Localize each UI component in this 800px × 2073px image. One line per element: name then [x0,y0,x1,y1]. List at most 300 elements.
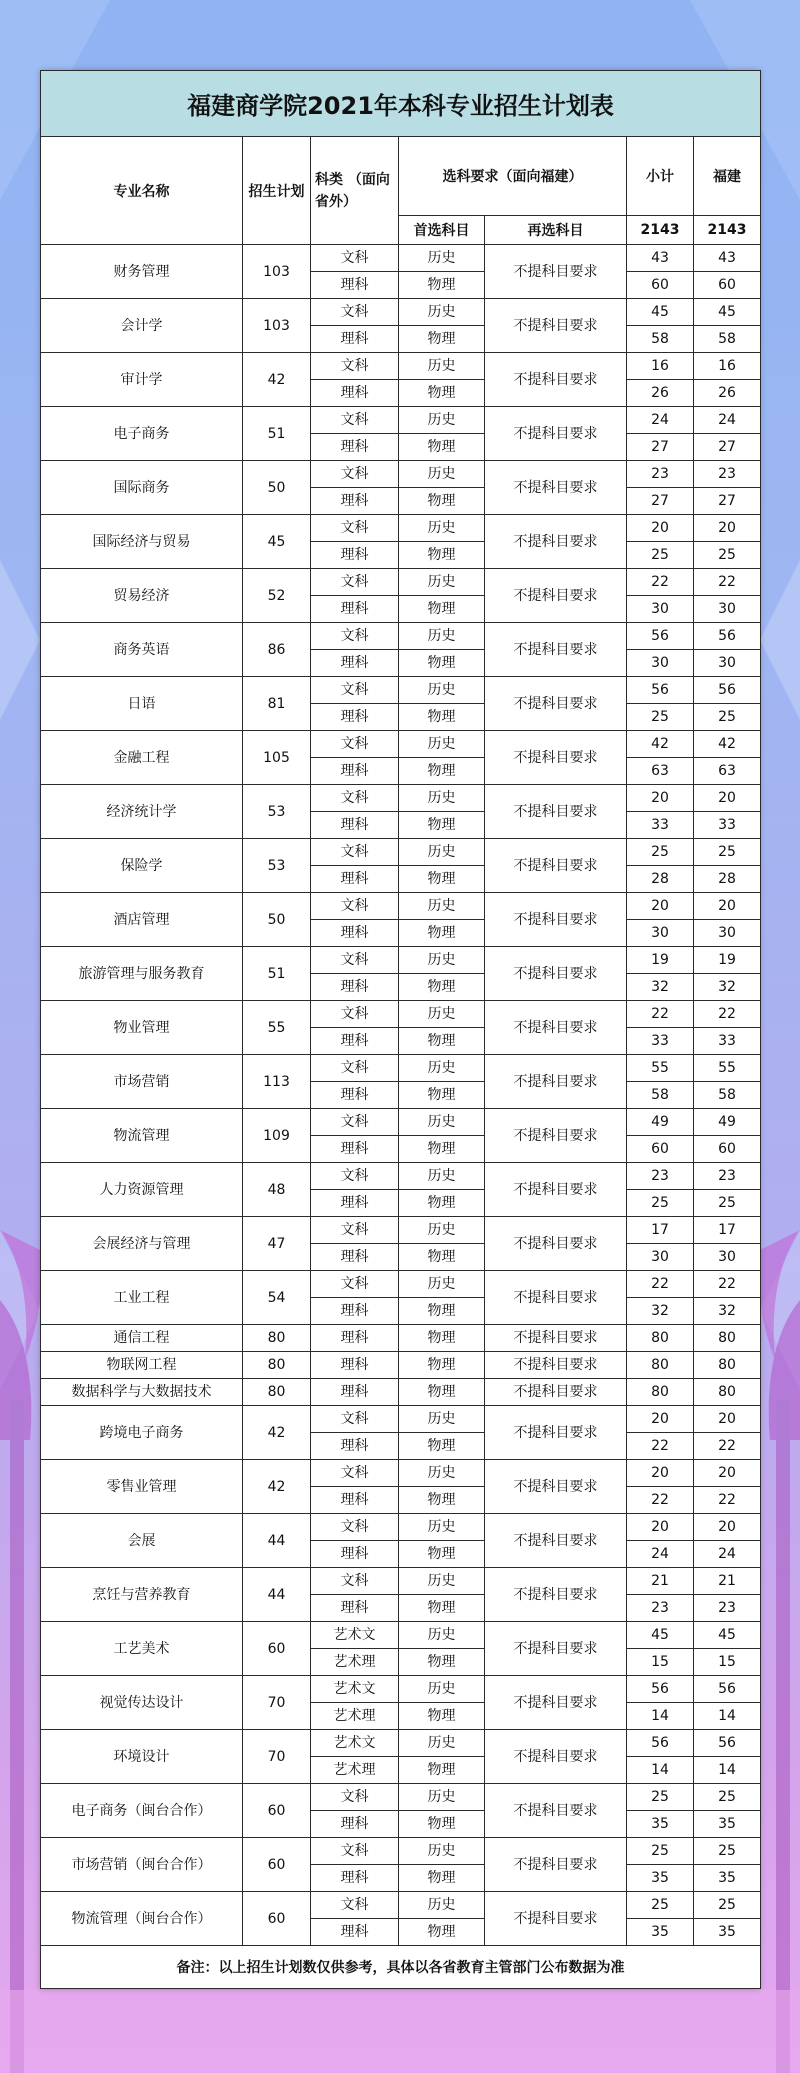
first-subject-cell: 历史 [399,1838,485,1865]
major-name: 电子商务（闽台合作） [41,1784,243,1838]
category-cell: 理科 [311,1028,399,1055]
category-cell: 理科 [311,1352,399,1379]
fujian-cell: 24 [694,407,761,434]
table-row [41,1109,761,1136]
first-subject-cell: 历史 [399,245,485,272]
second-subject-cell: 不提科目要求 [485,407,627,461]
major-plan: 42 [243,1406,311,1460]
second-subject-cell: 不提科目要求 [485,515,627,569]
first-subject-cell: 历史 [399,1460,485,1487]
first-subject-cell: 物理 [399,488,485,515]
category-cell: 文科 [311,1109,399,1136]
subtotal-cell: 25 [627,542,694,569]
major-plan: 48 [243,1163,311,1217]
subtotal-cell: 22 [627,1271,694,1298]
fujian-cell: 27 [694,434,761,461]
first-subject-cell: 历史 [399,677,485,704]
first-subject-cell: 历史 [399,569,485,596]
subtotal-cell: 55 [627,1055,694,1082]
fujian-cell: 21 [694,1568,761,1595]
category-cell: 理科 [311,1325,399,1352]
first-subject-cell: 历史 [399,1568,485,1595]
category-cell: 文科 [311,353,399,380]
major-plan: 103 [243,245,311,299]
subtotal-cell: 14 [627,1757,694,1784]
second-subject-cell: 不提科目要求 [485,677,627,731]
second-subject-cell: 不提科目要求 [485,893,627,947]
major-plan: 51 [243,407,311,461]
subtotal-cell: 21 [627,1568,694,1595]
subtotal-cell: 20 [627,1514,694,1541]
category-cell: 理科 [311,1865,399,1892]
major-plan: 44 [243,1568,311,1622]
table-row [41,1676,761,1703]
subtotal-cell: 16 [627,353,694,380]
first-subject-cell: 物理 [399,1244,485,1271]
subtotal-cell: 30 [627,650,694,677]
category-cell: 理科 [311,866,399,893]
first-subject-cell: 历史 [399,893,485,920]
fujian-cell: 56 [694,1730,761,1757]
palm-right-icon [758,1230,800,2073]
subtotal-cell: 25 [627,1892,694,1919]
first-subject-cell: 物理 [399,272,485,299]
table-row [41,623,761,650]
subtotal-cell: 30 [627,1244,694,1271]
palm-left-icon [0,1230,42,2073]
fujian-cell: 33 [694,812,761,839]
category-cell: 文科 [311,1838,399,1865]
major-plan: 105 [243,731,311,785]
fujian-cell: 25 [694,1190,761,1217]
major-plan: 45 [243,515,311,569]
subtotal-cell: 25 [627,1190,694,1217]
subtotal-cell: 28 [627,866,694,893]
table-row [41,893,761,920]
second-subject-cell: 不提科目要求 [485,785,627,839]
major-name: 物业管理 [41,1001,243,1055]
fujian-cell: 28 [694,866,761,893]
category-cell: 文科 [311,461,399,488]
category-cell: 理科 [311,1136,399,1163]
table-row [41,1001,761,1028]
category-cell: 理科 [311,380,399,407]
category-cell: 艺术文 [311,1730,399,1757]
category-cell: 理科 [311,1811,399,1838]
fujian-cell: 16 [694,353,761,380]
category-cell: 艺术理 [311,1649,399,1676]
major-plan: 60 [243,1838,311,1892]
subtotal-cell: 26 [627,380,694,407]
first-subject-cell: 物理 [399,1082,485,1109]
first-subject-cell: 历史 [399,299,485,326]
subtotal-cell: 35 [627,1919,694,1946]
first-subject-cell: 物理 [399,650,485,677]
subtotal-cell: 43 [627,245,694,272]
major-name: 工艺美术 [41,1622,243,1676]
table-row [41,677,761,704]
table-row [41,1325,761,1352]
major-name: 国际经济与贸易 [41,515,243,569]
page-title: 福建商学院2021年本科专业招生计划表 [41,71,761,137]
major-plan: 44 [243,1514,311,1568]
fujian-cell: 20 [694,1514,761,1541]
category-cell: 理科 [311,596,399,623]
fujian-cell: 23 [694,1595,761,1622]
fujian-cell: 45 [694,1622,761,1649]
second-subject-cell: 不提科目要求 [485,1514,627,1568]
header-fujian: 福建 [694,137,761,216]
table-row [41,407,761,434]
subtotal-cell: 25 [627,704,694,731]
fujian-cell: 25 [694,704,761,731]
fujian-cell: 58 [694,326,761,353]
major-plan: 55 [243,1001,311,1055]
first-subject-cell: 物理 [399,1703,485,1730]
fujian-cell: 35 [694,1811,761,1838]
category-cell: 理科 [311,1433,399,1460]
fujian-cell: 20 [694,515,761,542]
subtotal-cell: 42 [627,731,694,758]
subtotal-cell: 30 [627,920,694,947]
fujian-cell: 23 [694,1163,761,1190]
major-plan: 47 [243,1217,311,1271]
fujian-cell: 43 [694,245,761,272]
major-name: 旅游管理与服务教育 [41,947,243,1001]
first-subject-cell: 历史 [399,515,485,542]
category-cell: 文科 [311,677,399,704]
fujian-cell: 25 [694,542,761,569]
fujian-cell: 15 [694,1649,761,1676]
fujian-cell: 27 [694,488,761,515]
header-subtotal-total: 2143 [627,216,694,245]
category-cell: 文科 [311,1001,399,1028]
fujian-cell: 30 [694,650,761,677]
first-subject-cell: 物理 [399,1757,485,1784]
fujian-cell: 22 [694,1487,761,1514]
header-subtotal: 小计 [627,137,694,216]
subtotal-cell: 63 [627,758,694,785]
major-name: 金融工程 [41,731,243,785]
fujian-cell: 56 [694,677,761,704]
first-subject-cell: 物理 [399,1379,485,1406]
table-row [41,299,761,326]
second-subject-cell: 不提科目要求 [485,1730,627,1784]
table-row [41,839,761,866]
fujian-cell: 42 [694,731,761,758]
first-subject-cell: 物理 [399,1028,485,1055]
first-subject-cell: 历史 [399,1406,485,1433]
category-cell: 文科 [311,731,399,758]
first-subject-cell: 物理 [399,1541,485,1568]
subtotal-cell: 17 [627,1217,694,1244]
table-row [41,1568,761,1595]
second-subject-cell: 不提科目要求 [485,839,627,893]
subtotal-cell: 20 [627,1406,694,1433]
category-cell: 文科 [311,1163,399,1190]
category-cell: 文科 [311,785,399,812]
major-plan: 42 [243,1460,311,1514]
first-subject-cell: 物理 [399,704,485,731]
first-subject-cell: 物理 [399,1433,485,1460]
fujian-cell: 22 [694,1271,761,1298]
second-subject-cell: 不提科目要求 [485,1001,627,1055]
fujian-cell: 25 [694,1892,761,1919]
category-cell: 理科 [311,434,399,461]
table-row [41,1514,761,1541]
fujian-cell: 26 [694,380,761,407]
second-subject-cell: 不提科目要求 [485,1568,627,1622]
first-subject-cell: 历史 [399,1109,485,1136]
second-subject-cell: 不提科目要求 [485,569,627,623]
first-subject-cell: 历史 [399,1676,485,1703]
second-subject-cell: 不提科目要求 [485,461,627,515]
fujian-cell: 22 [694,569,761,596]
table-row [41,569,761,596]
first-subject-cell: 历史 [399,1892,485,1919]
second-subject-cell: 不提科目要求 [485,353,627,407]
first-subject-cell: 物理 [399,1352,485,1379]
major-name: 数据科学与大数据技术 [41,1379,243,1406]
fujian-cell: 56 [694,1676,761,1703]
table-row [41,1271,761,1298]
second-subject-cell: 不提科目要求 [485,1379,627,1406]
category-cell: 文科 [311,299,399,326]
category-cell: 理科 [311,1298,399,1325]
fujian-cell: 80 [694,1325,761,1352]
second-subject-cell: 不提科目要求 [485,1325,627,1352]
first-subject-cell: 物理 [399,1325,485,1352]
category-cell: 文科 [311,1271,399,1298]
subtotal-cell: 60 [627,272,694,299]
first-subject-cell: 物理 [399,1298,485,1325]
major-plan: 53 [243,785,311,839]
category-cell: 理科 [311,488,399,515]
second-subject-cell: 不提科目要求 [485,1622,627,1676]
fujian-cell: 20 [694,893,761,920]
category-cell: 文科 [311,1460,399,1487]
first-subject-cell: 物理 [399,1136,485,1163]
second-subject-cell: 不提科目要求 [485,1892,627,1946]
category-cell: 艺术文 [311,1676,399,1703]
category-cell: 文科 [311,893,399,920]
subtotal-cell: 33 [627,1028,694,1055]
fujian-cell: 25 [694,1784,761,1811]
table-row [41,1217,761,1244]
fujian-cell: 14 [694,1757,761,1784]
subtotal-cell: 22 [627,569,694,596]
subtotal-cell: 22 [627,1487,694,1514]
fujian-cell: 24 [694,1541,761,1568]
first-subject-cell: 历史 [399,1622,485,1649]
first-subject-cell: 物理 [399,1487,485,1514]
table-row [41,785,761,812]
category-cell: 文科 [311,1784,399,1811]
major-plan: 54 [243,1271,311,1325]
category-cell: 理科 [311,1487,399,1514]
table-row [41,1406,761,1433]
subtotal-cell: 58 [627,326,694,353]
category-cell: 理科 [311,1595,399,1622]
first-subject-cell: 物理 [399,596,485,623]
category-cell: 艺术理 [311,1703,399,1730]
subtotal-cell: 25 [627,1784,694,1811]
subtotal-cell: 58 [627,1082,694,1109]
header-second-subject: 再选科目 [485,216,627,245]
second-subject-cell: 不提科目要求 [485,947,627,1001]
subtotal-cell: 35 [627,1865,694,1892]
category-cell: 理科 [311,272,399,299]
table-row [41,245,761,272]
subtotal-cell: 23 [627,1163,694,1190]
table-row [41,1730,761,1757]
subtotal-cell: 15 [627,1649,694,1676]
fujian-cell: 25 [694,1838,761,1865]
second-subject-cell: 不提科目要求 [485,1352,627,1379]
subtotal-cell: 60 [627,1136,694,1163]
first-subject-cell: 物理 [399,1811,485,1838]
major-name: 市场营销 [41,1055,243,1109]
first-subject-cell: 物理 [399,326,485,353]
category-cell: 理科 [311,1190,399,1217]
category-cell: 文科 [311,947,399,974]
first-subject-cell: 历史 [399,947,485,974]
major-plan: 60 [243,1622,311,1676]
header-major: 专业名称 [41,137,243,245]
category-cell: 文科 [311,245,399,272]
category-cell: 文科 [311,623,399,650]
first-subject-cell: 历史 [399,353,485,380]
subtotal-cell: 27 [627,488,694,515]
major-plan: 109 [243,1109,311,1163]
first-subject-cell: 物理 [399,920,485,947]
first-subject-cell: 历史 [399,839,485,866]
table-row [41,461,761,488]
category-cell: 文科 [311,1514,399,1541]
second-subject-cell: 不提科目要求 [485,245,627,299]
major-name: 物流管理（闽台合作） [41,1892,243,1946]
second-subject-cell: 不提科目要求 [485,1838,627,1892]
header-plan: 招生计划 [243,137,311,245]
second-subject-cell: 不提科目要求 [485,1163,627,1217]
first-subject-cell: 物理 [399,1649,485,1676]
category-cell: 理科 [311,650,399,677]
fujian-cell: 30 [694,596,761,623]
major-name: 烹饪与营养教育 [41,1568,243,1622]
major-plan: 51 [243,947,311,1001]
major-plan: 60 [243,1892,311,1946]
first-subject-cell: 历史 [399,1730,485,1757]
first-subject-cell: 物理 [399,1595,485,1622]
fujian-cell: 20 [694,1460,761,1487]
category-cell: 理科 [311,704,399,731]
fujian-cell: 25 [694,839,761,866]
subtotal-cell: 45 [627,299,694,326]
fujian-cell: 30 [694,1244,761,1271]
subtotal-cell: 45 [627,1622,694,1649]
major-name: 会展 [41,1514,243,1568]
fujian-cell: 32 [694,974,761,1001]
table-row [41,515,761,542]
subtotal-cell: 19 [627,947,694,974]
fujian-cell: 80 [694,1352,761,1379]
fujian-cell: 58 [694,1082,761,1109]
subtotal-cell: 27 [627,434,694,461]
table-row [41,353,761,380]
category-cell: 理科 [311,812,399,839]
second-subject-cell: 不提科目要求 [485,1217,627,1271]
category-cell: 理科 [311,1082,399,1109]
subtotal-cell: 20 [627,1460,694,1487]
category-cell: 理科 [311,1541,399,1568]
subtotal-cell: 23 [627,461,694,488]
major-plan: 42 [243,353,311,407]
first-subject-cell: 物理 [399,1865,485,1892]
subtotal-cell: 23 [627,1595,694,1622]
subtotal-cell: 80 [627,1379,694,1406]
category-cell: 文科 [311,1892,399,1919]
second-subject-cell: 不提科目要求 [485,299,627,353]
major-name: 财务管理 [41,245,243,299]
major-name: 保险学 [41,839,243,893]
table-row [41,1352,761,1379]
fujian-cell: 35 [694,1865,761,1892]
category-cell: 文科 [311,1055,399,1082]
major-plan: 113 [243,1055,311,1109]
category-cell: 理科 [311,1244,399,1271]
category-cell: 理科 [311,974,399,1001]
category-cell: 理科 [311,920,399,947]
subtotal-cell: 32 [627,1298,694,1325]
second-subject-cell: 不提科目要求 [485,1784,627,1838]
subtotal-cell: 25 [627,839,694,866]
category-cell: 文科 [311,839,399,866]
fujian-cell: 33 [694,1028,761,1055]
second-subject-cell: 不提科目要求 [485,623,627,677]
fujian-cell: 22 [694,1001,761,1028]
table-row [41,1622,761,1649]
first-subject-cell: 物理 [399,380,485,407]
subtotal-cell: 22 [627,1433,694,1460]
table-row [41,1163,761,1190]
fujian-cell: 45 [694,299,761,326]
category-cell: 理科 [311,542,399,569]
first-subject-cell: 物理 [399,434,485,461]
category-cell: 文科 [311,1217,399,1244]
major-plan: 60 [243,1784,311,1838]
fujian-cell: 30 [694,920,761,947]
first-subject-cell: 物理 [399,542,485,569]
major-name: 工业工程 [41,1271,243,1325]
subtotal-cell: 22 [627,1001,694,1028]
fujian-cell: 32 [694,1298,761,1325]
first-subject-cell: 物理 [399,1919,485,1946]
major-name: 经济统计学 [41,785,243,839]
fujian-cell: 23 [694,461,761,488]
subtotal-cell: 14 [627,1703,694,1730]
first-subject-cell: 历史 [399,1001,485,1028]
first-subject-cell: 历史 [399,785,485,812]
first-subject-cell: 历史 [399,1217,485,1244]
fujian-cell: 22 [694,1433,761,1460]
fujian-cell: 80 [694,1379,761,1406]
second-subject-cell: 不提科目要求 [485,1271,627,1325]
major-plan: 70 [243,1730,311,1784]
first-subject-cell: 历史 [399,731,485,758]
subtotal-cell: 20 [627,893,694,920]
subtotal-cell: 24 [627,1541,694,1568]
header-fujian-total: 2143 [694,216,761,245]
